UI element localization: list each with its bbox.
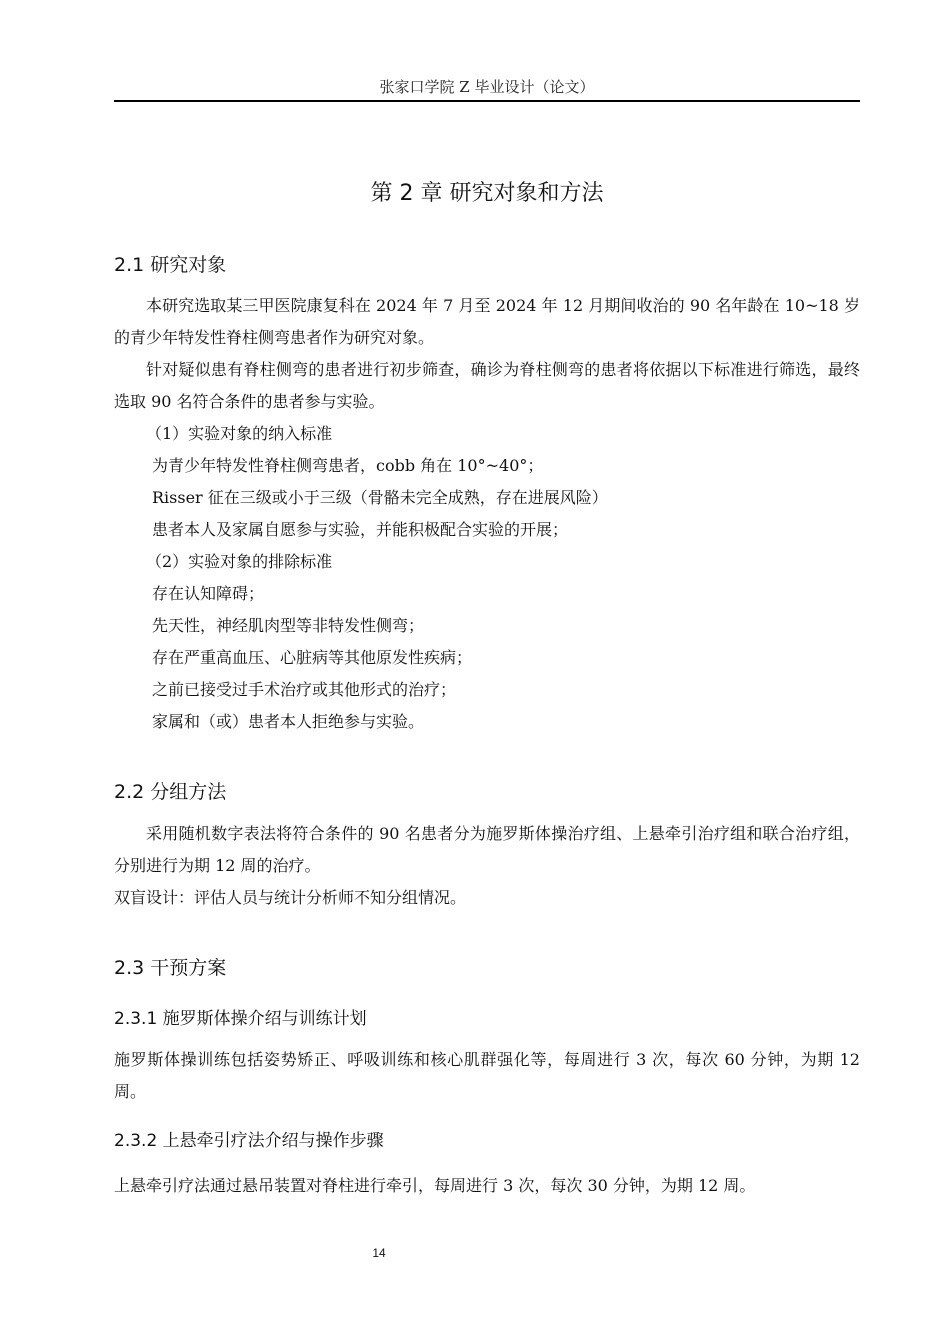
running-header: 张家口学院 Z 毕业设计（论文）	[379, 78, 595, 96]
section-heading-2-3: 2.3 干预方案	[114, 957, 227, 979]
section-heading-2-1: 2.1 研究对象	[114, 254, 227, 276]
paragraph-grouping: 采用随机数字表法将符合条件的 90 名患者分为施罗斯体操治疗组、上悬牵引治疗组和联合治疗组，分别进行为期 12 周的治疗。	[114, 824, 860, 875]
inclusion-item: 患者本人及家属自愿参与实验，并能积极配合实验的开展；	[152, 520, 569, 539]
inclusion-item: Risser 征在三级或小于三级（骨骼未完全成熟，存在进展风险）	[152, 488, 608, 507]
subsection-heading-2-3-1: 2.3.1 施罗斯体操介绍与训练计划	[114, 1009, 367, 1029]
chapter-title: 第 2 章 研究对象和方法	[370, 181, 604, 206]
exclusion-item: 存在严重高血压、心脏病等其他原发性疾病；	[152, 648, 473, 667]
exclusion-item: 先天性，神经肌肉型等非特发性侧弯；	[152, 616, 425, 635]
paragraph-research-subjects: 本研究选取某三甲医院康复科在 2024 年 7 月至 2024 年 12 月期间收治的 90 名年龄在 10~18 岁的青少年特发性脊柱侧弯患者作为研究对象。	[114, 296, 860, 347]
subsection-heading-2-3-2: 2.3.2 上悬牵引疗法介绍与操作步骤	[114, 1131, 384, 1151]
section-heading-2-2: 2.2 分组方法	[114, 781, 227, 803]
exclusion-item: 存在认知障碍；	[152, 584, 265, 603]
inclusion-item: 为青少年特发性脊柱侧弯患者，cobb 角在 10°~40°；	[152, 456, 544, 475]
exclusion-criteria-title: （2）实验对象的排除标准	[146, 552, 333, 571]
header-rule	[114, 100, 860, 102]
page-number: 14	[372, 1246, 386, 1260]
paragraph-screening: 针对疑似患有脊柱侧弯的患者进行初步筛查，确诊为脊柱侧弯的患者将依据以下标准进行筛选，最终选取 90 名符合条件的患者参与实验。	[114, 360, 860, 411]
paragraph-traction: 上悬牵引疗法通过悬吊装置对脊柱进行牵引，每周进行 3 次，每次 30 分钟，为期 12 周。	[114, 1176, 756, 1195]
exclusion-item: 家属和（或）患者本人拒绝参与实验。	[152, 712, 425, 731]
inclusion-criteria-title: （1）实验对象的纳入标准	[146, 424, 333, 443]
paragraph-schroth: 施罗斯体操训练包括姿势矫正、呼吸训练和核心肌群强化等，每周进行 3 次，每次 60 分钟，为期 12 周。	[114, 1050, 860, 1101]
paragraph-double-blind: 双盲设计：评估人员与统计分析师不知分组情况。	[114, 888, 467, 907]
exclusion-item: 之前已接受过手术治疗或其他形式的治疗；	[152, 680, 457, 699]
